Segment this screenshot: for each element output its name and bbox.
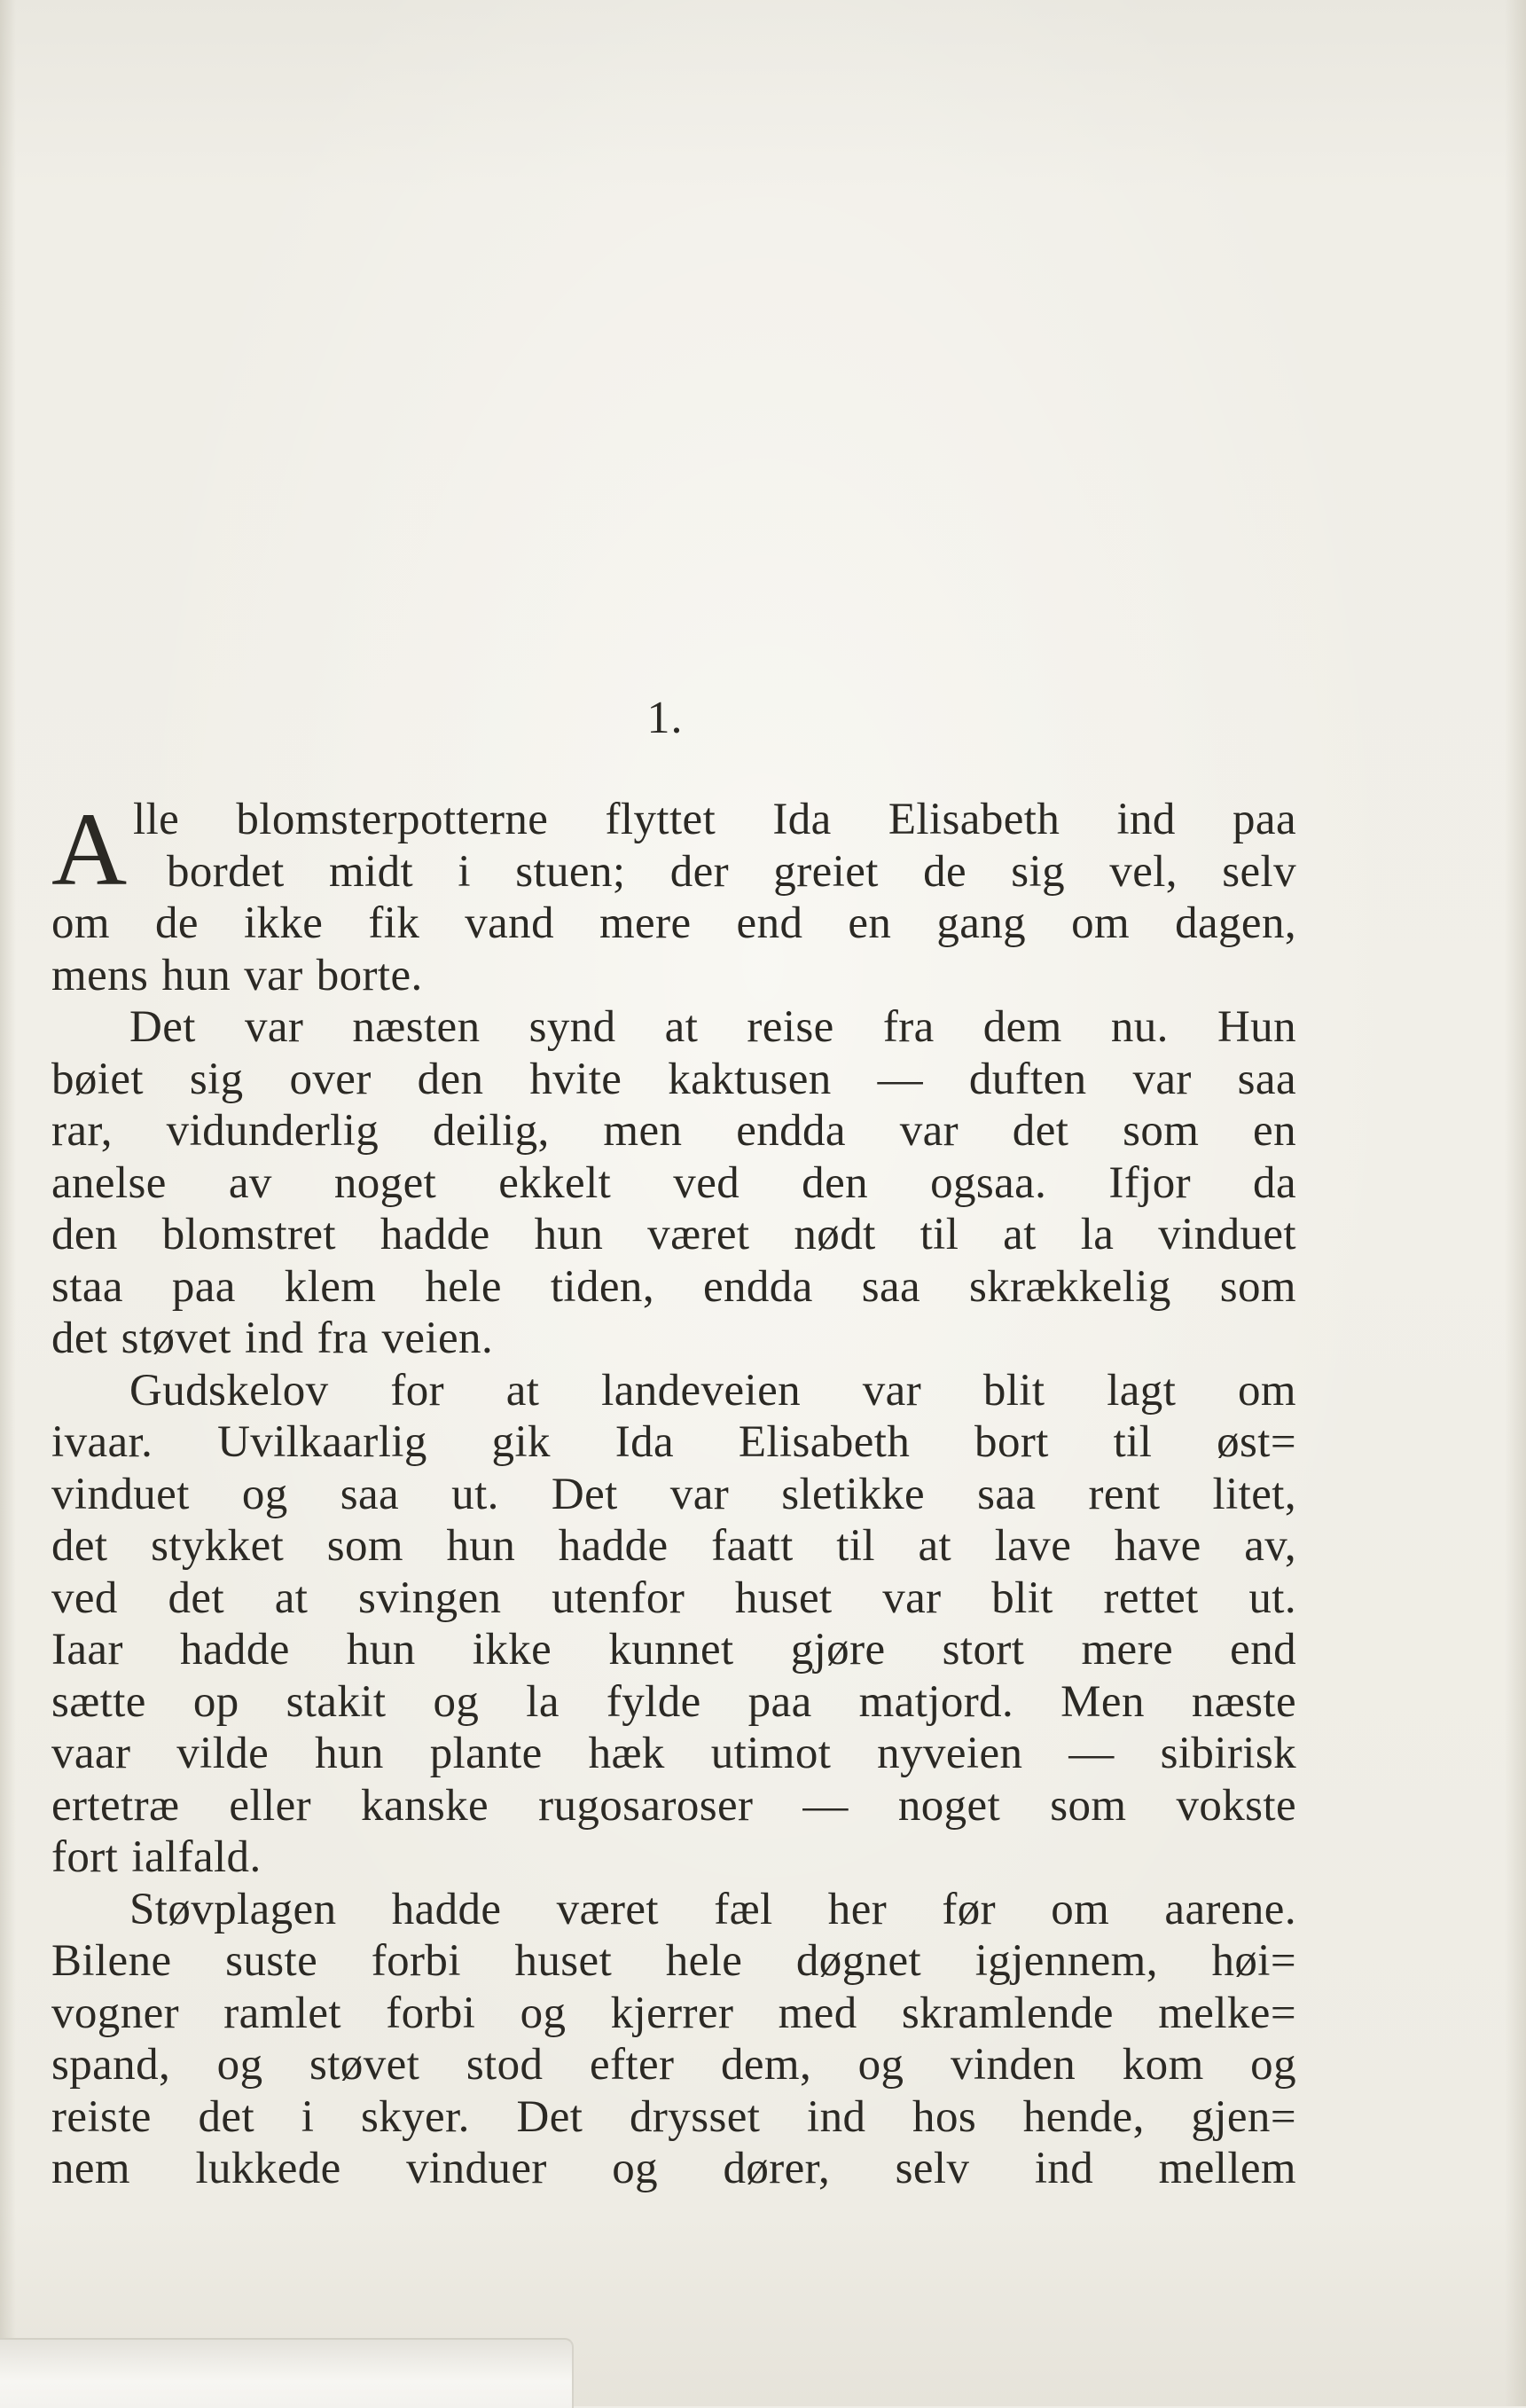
text-line: bøiet sig over den hvite kaktusen — duften var saa: [51, 1054, 1296, 1104]
text-line: ved det at svingen utenfor huset var blit rettet ut.: [51, 1573, 1296, 1623]
text-line: Bilene suste forbi huset hele døgnet igjennem, høi=: [51, 1936, 1296, 1986]
text-line: spand, og støvet stod efter dem, og vinden kom og: [51, 2040, 1296, 2090]
text-line: ertetræ eller kanske rugosaroser — noget som vokste: [51, 1780, 1296, 1831]
text-line: det støvet ind fra veien.: [51, 1314, 494, 1363]
text-line: Støvplagen hadde været fæl her før om aarene.: [129, 1884, 1296, 1934]
text-line: ivaar. Uvilkaarlig gik Ida Elisabeth bort til øst=: [51, 1417, 1296, 1467]
text-line: vinduet og saa ut. Det var sletikke saa rent litet,: [51, 1469, 1296, 1519]
text-line: sætte op stakit og la fylde paa matjord. Men næste: [51, 1676, 1296, 1727]
drop-cap: A: [51, 791, 128, 907]
text-line: om de ikke fik vand mere end en gang om dagen,: [51, 898, 1296, 948]
text-line: Gudskelov for at landeveien var blit lagt om: [129, 1365, 1296, 1416]
text-line: reiste det i skyer. Det drysset ind hos hende, gjen=: [51, 2091, 1296, 2142]
text-line: det stykket som hun hadde faatt til at lave have av,: [51, 1521, 1296, 1571]
text-line: staa paa klem hele tiden, endda saa skrækkelig som: [51, 1261, 1296, 1312]
text-line: fort ialfald.: [51, 1832, 262, 1882]
scan-holder-strip: [0, 2338, 574, 2408]
page-left-edge-shadow: [0, 0, 16, 2406]
text-line: den blomstret hadde hun været nødt til at la vinduet: [51, 1210, 1296, 1259]
text-line: rar, vidunderlig deilig, men endda var det som en: [51, 1106, 1296, 1156]
text-line: Iaar hadde hun ikke kunnet gjøre stort mere end: [51, 1625, 1296, 1675]
text-line: vaar vilde hun plante hæk utimot nyveien — sibirisk: [51, 1729, 1296, 1778]
chapter-number: 1.: [646, 693, 684, 743]
body-text: [51, 791, 1296, 2195]
text-line: lle blomsterpotterne flyttet Ida Elisabeth ind paa: [133, 795, 1296, 844]
text-line: Det var næsten synd at reise fra dem nu. Hun: [129, 1002, 1296, 1052]
text-line: anelse av noget ekkelt ved den ogsaa. Ifjor da: [51, 1157, 1296, 1208]
text-line: vogner ramlet forbi og kjerrer med skramlende melke=: [51, 1988, 1296, 2038]
page-right-edge-shadow: [1505, 0, 1526, 2406]
text-line: bordet midt i stuen; der greiet de sig vel, selv: [167, 846, 1296, 897]
text-line: nem lukkede vinduer og dører, selv ind mellem: [51, 2144, 1296, 2193]
text-line: mens hun var borte.: [51, 950, 423, 1000]
